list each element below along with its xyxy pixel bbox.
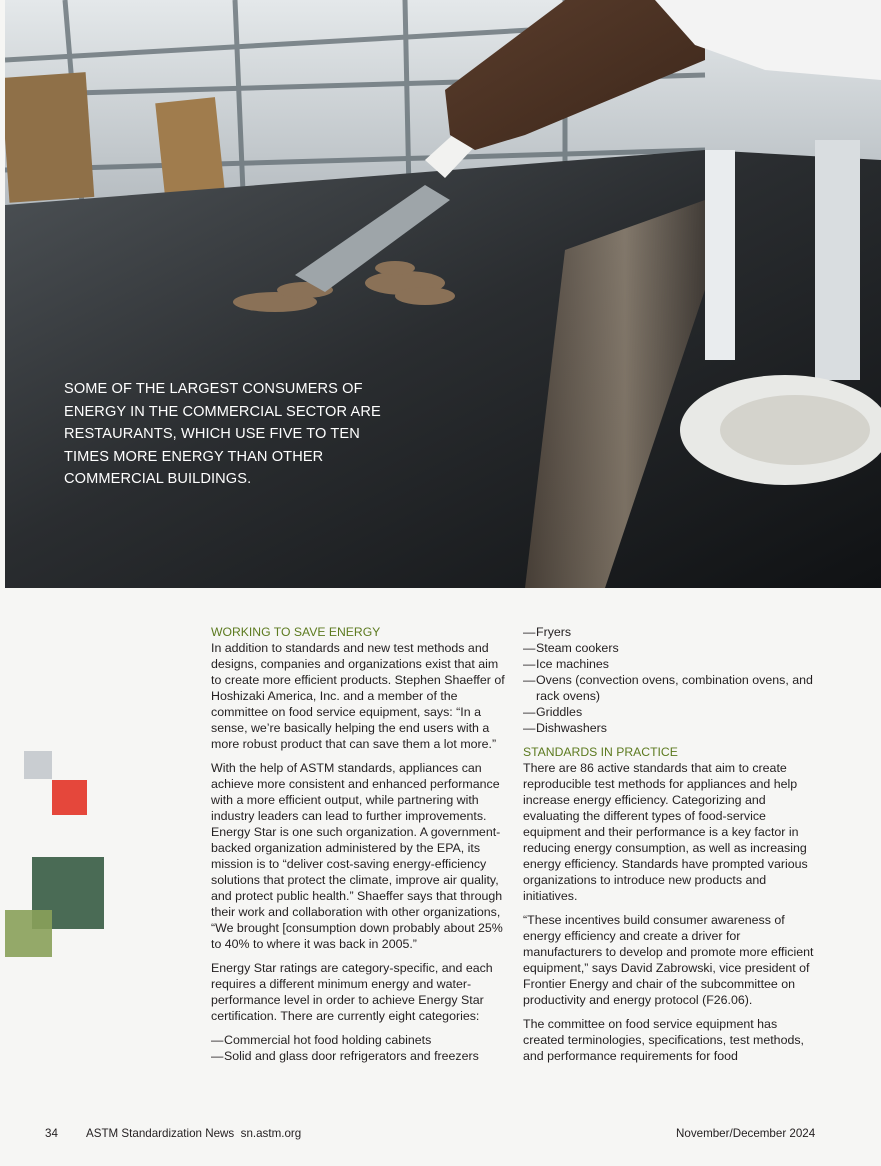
deco-square-green-light — [5, 910, 52, 957]
pepper-mill-right — [815, 140, 860, 380]
category-list — [211, 1032, 507, 1064]
kitchen-griddle-illustration — [5, 0, 881, 588]
article-column-left — [211, 624, 507, 1072]
hero-photo — [5, 0, 881, 588]
issue-date: November/December 2024 — [676, 1127, 816, 1140]
pull-quote: SOME OF THE LARGEST CONSUMERS OF ENERGY IN THE COMMERCIAL SECTOR ARE RESTAURANTS, WHICH USE FIVE TO TEN TIMES MORE ENERGY THAN OTHER COMMERCIAL BUILDINGS. — [64, 381, 381, 488]
category-list — [523, 624, 815, 736]
paragraph: In addition to standards and new test methods and designs, companies and organizations exist that aim to create more efficient products. Stephen Shaeffer of Hoshizaki America, Inc. and a member of the committee on food service equipment, says: “In a sense, we’re basically helping the end users with a more robust product that can save them a lot more.” — [211, 641, 505, 751]
cork-board-small — [155, 97, 225, 198]
list-item: — Griddles — [523, 704, 815, 720]
deco-square-red — [52, 780, 87, 815]
paragraph: “These incentives build consumer awareness of energy efficiency and create a driver for manufacturers to develop and promote more efficient equipment,” says David Zabrowski, vice president of Frontier Energy and chair of the subcommittee on productivity and energy protocol (F26.06). — [523, 913, 814, 1007]
list-item: — Ice machines — [523, 656, 815, 672]
publication-name: ASTM Standardization News sn.astm.org — [86, 1127, 302, 1140]
list-item: — Commercial hot food holding cabinets — [211, 1032, 507, 1048]
pepper-mill — [705, 150, 735, 360]
list-item: — Fryers — [523, 624, 815, 640]
article-column-right — [523, 624, 815, 1072]
plate-center — [720, 395, 870, 465]
list-item: — Steam cookers — [523, 640, 815, 656]
griddle-surface — [5, 150, 881, 588]
page-number: 34 — [45, 1127, 58, 1140]
deco-square-gray — [24, 751, 52, 779]
cork-board — [5, 72, 94, 203]
paragraph: Energy Star ratings are category-specific, and each requires a different minimum energy and water-performance level in order to achieve Energy Star certification. There are currently eight categories: — [211, 961, 493, 1023]
paragraph: With the help of ASTM standards, appliances can achieve more consistent and enhanced performance with a more efficient output, while partnering with industry leaders can lead to further improvements. Energy Star is one such organization. A government-backed organization administered by the EPA, its mission is to “deliver cost-saving energy-efficiency solutions that protect the climate, improve air quality, and protect public health.” Shaeffer says that through their work and collaboration with other organizations, “We brought [consumption down probably about 25% to 40% to where it was back in 2005.” — [211, 761, 503, 951]
section-heading: WORKING TO SAVE ENERGY — [211, 625, 381, 639]
list-item: — Solid and glass door refrigerators and freezers — [211, 1048, 507, 1064]
list-item: — Dishwashers — [523, 720, 815, 736]
section-heading: STANDARDS IN PRACTICE — [523, 745, 678, 759]
paragraph: There are 86 active standards that aim to create reproducible test methods for appliances and help increase energy efficiency. Categorizing and evaluating the different types of food-service equipment and their performance is a key factor in reducing energy consumption, as well as increasing energy efficiency. Standards have prompted various organizations to introduce new products and initiatives. — [523, 761, 808, 903]
list-item: — Ovens (convection ovens, combination ovens, and rack ovens) — [523, 672, 815, 704]
paragraph: The committee on food service equipment has created terminologies, specifications, test methods, and performance requirements for food — [523, 1017, 804, 1063]
